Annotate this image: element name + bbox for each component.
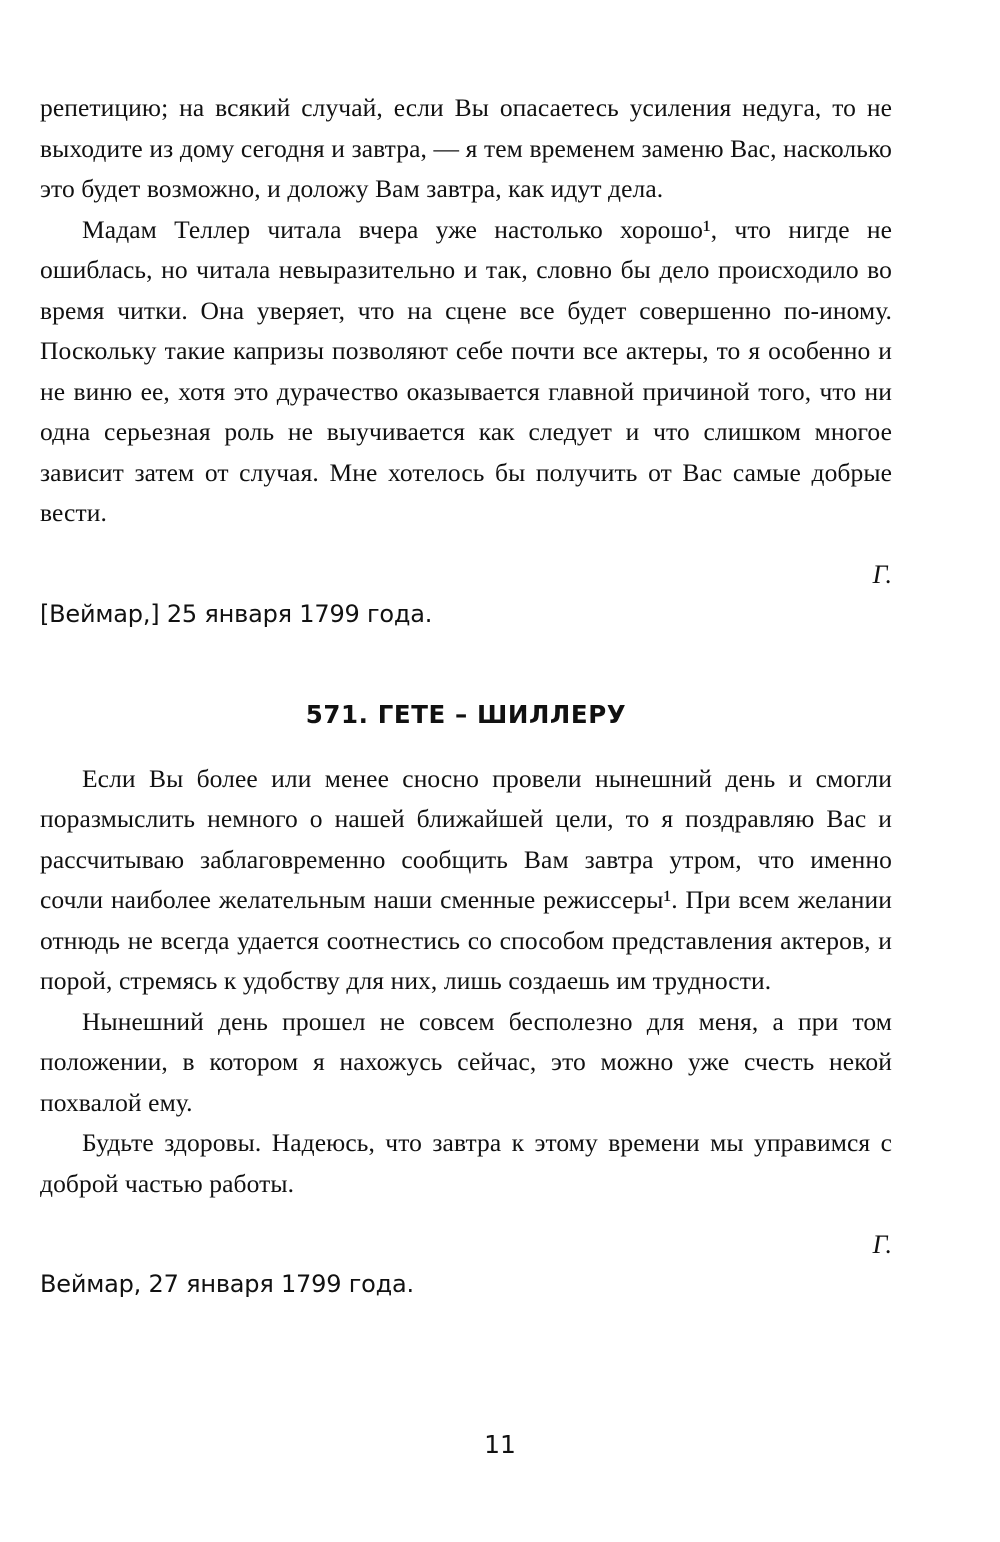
page-number: 11 bbox=[484, 1430, 516, 1459]
letter-place-date: Веймар, 27 января 1799 года. bbox=[40, 1270, 414, 1298]
letter-continued bbox=[40, 88, 892, 628]
page-content bbox=[40, 88, 892, 1298]
letter-571 bbox=[40, 628, 892, 1299]
letter-place-date: [Веймар,] 25 января 1799 года. bbox=[40, 599, 433, 628]
paragraph: Нынешний день прошел не совсем бесполезно для меня, а при том положении, в котором я нахожусь сейчас, это можно уже счесть некой похвалой ему. bbox=[40, 1006, 892, 1117]
paragraph: Мадам Теллер читала вчера уже настолько хорошо¹, что нигде не ошиблась, но читала невыразительно и так, словно бы дело происходило во время читки. Она уверяет, что на сцене все будет совершенно по-иному. Поскольку такие капризы позволяют себе почти все актеры, то я особенно и не виню ее, хотя это дурачество оказывается главной причиной того, что ни одна серьезная роль не выучивается как следует и что слишком многое зависит затем от случая. Мне хотелось бы получить от Вас самые добрые вести. bbox=[40, 214, 892, 527]
paragraph: Если Вы более или менее сносно провели нынешний день и смогли поразмыслить немного о нашей ближайшей цели, то я поздравляю Вас и рассчитываю заблаговременно сообщить Вам завтра утром, что именно сочли наиболее желательным наши сменные режиссеры¹. При всем желании отнюдь не всегда удается соотнестись со способом представления актеров, и порой, стремясь к удобству для них, лишь создаешь им трудности. bbox=[40, 763, 892, 995]
letter-heading: 571. ГЕТЕ – ШИЛЛЕРУ bbox=[305, 699, 627, 729]
paragraph: Будьте здоровы. Надеюсь, что завтра к этому времени мы управимся с доброй частью работы. bbox=[40, 1128, 892, 1198]
letter-signature: Г. bbox=[872, 559, 892, 589]
paragraph: репетицию; на всякий случай, если Вы опасаетесь усиления недуга, то не выходите из дому сегодня и завтра, — я тем временем заменю Вас, насколько это будет возможно, и доложу Вам завтра, как идут дела. bbox=[40, 93, 892, 203]
letter-signature: Г. bbox=[872, 1230, 892, 1259]
